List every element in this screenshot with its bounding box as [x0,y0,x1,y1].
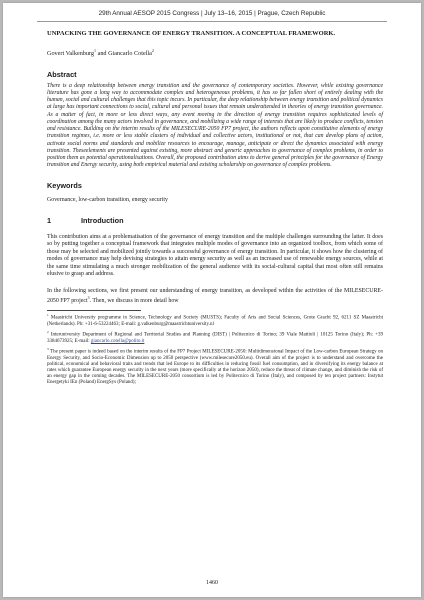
section-number: 1 [47,215,52,225]
footnote-reference: 3 [87,296,90,301]
footnote-2 [47,329,383,345]
paragraph-text-tail: . Then, we discuss in more detail how [89,298,179,305]
email-link[interactable]: giancarlo.cotella@polito.it [90,338,145,344]
section-title: Introduction [81,215,124,225]
paragraph-text: In the following sections, we first present our understanding of energy transition, as developed within the activities of the MILESECURE-2050 FP7 project [47,287,383,305]
abstract-heading: Abstract [47,69,77,79]
conference-header: 29th Annual AESOP 2015 Congress | July 13–16, 2015 | Prague, Czech Republic [98,10,326,17]
page-content [47,30,383,387]
author-connector: and [96,49,109,57]
author-cotella: Giancarlo Cotella [108,49,152,57]
footnote-text: The present paper is indeed based on the interim results of the FP7 Project MILESECURE-2050: Multidimensional Impact of the Low-carbon European Strategy on Energy Security, and Socio-Economic Dimension up to 2050 perspective (www.milesecure2050.eu). Overall aim of the project is to understand and overcome the political, economical and behavioral traits and trends that led Europe to its difficulties in reducing fossil fuel consumption, and in diversifying its energy balance at rates which guarantee European energy security in the next years (more specifically at the horizon 2050), reduce the threat of climate change, and diminish the risk of an energy gap in the coming decades. The MILESECURE-2050 consortium is led by Politecnico di Torino (Italy), and composed by ten project partners: Instytut Energetyki IEn (Poland) EnergSys (Poland); [47,349,383,386]
footnote-text: Interuniversity Department of Regional and Territorial Studies and Planning (DIST) | Politecnico di Torino; 39 Viale Mattioli | 10125 Torino (Italy); Ph: +39 3384673925; E-mail: [47,332,383,344]
keywords-heading: Keywords [47,180,82,190]
footnote-text: Maastricht University programme in Science, Technology and Society (MUSTS); Faculty of Arts and Social Sciences, Grote Gracht 92, 6211 SZ Maastricht (Netherlands). Ph: +31-6-53224463; E-mail: g.valkenburg@maastrichtuniversity.nl [47,315,383,327]
footnote-divider [47,310,141,311]
author-valkenburg: Govert Valkenburg [47,49,95,57]
keywords-text: Governance, low-carbon transition, energy security [47,196,168,203]
paper-title: UNPACKING THE GOVERNANCE OF ENERGY TRANSITION. A CONCEPTUAL FRAMEWORK. [47,30,336,37]
intro-paragraph-1: This contribution aims at a problematisation of the governance of energy transition and the multiple challenges surrounding the latter. It does so by putting together a conceptual framework that integrates multiple modes of governance into an organized toolbox, from which some of those may be selected and mobilized jointly towards a successful governance of energy transition. In particular, it shows how the clustering of modes of governance may help devising strategies to attain energy security as well as an increased use of renewable energy sources, while at the same time stimulating a much stronger mobilization of the general audience with its social-cultural capital that most often still remains elusive to grasp and address. [47,233,383,278]
footnote-3 [47,346,383,387]
intro-paragraph-2 [47,288,383,306]
footnote-mark: 1 [47,313,49,317]
author-line [47,48,383,57]
author-affiliation-mark: 1 [94,47,97,53]
header-divider [37,21,387,22]
footnote-mark: 3 [47,346,49,351]
section-heading-introduction [47,216,383,225]
paper-page [3,3,421,597]
footnote-1 [47,312,383,328]
abstract-text: There is a deep relationship between energy transition and the governance of contemporary societies. However, while existing governance literature has gone a long way to accommodate complex and heterogeneous problems, it has so far fallen short of entirely dealing with the human, social and cultural challenges that this topic incurs. In particular, the deep relationship between energy transition and political dynamics at large has important connections to social, cultural and personal issues that remain underattended in theories of energy transition governance. As a matter of fact, in more or less direct ways, any event moving in the direction of energy transition requires sophisticated levels of coordination among the many actors involved in governance, and mobilizing a wide range of interests that are likely to produce conflicts, tension and resistance. Building on the interim results of the MILESECURE-2050 FP7 project, the authors reflects upon constitutive elements of energy transition regimes, i.e. more or less stable clusters of individual and collective actors, institutional or not, that can develop plans of action, activate social norms and standards and mobilize resources to encourage, manage, anticipate or direct the dynamics associated with energy transition. Theseelements are presented against existing, more abstract and generic approaches to governance of complex problems, in order to position them as potential operationalisations. Overall, the proposed contribution aims to derive general principles for the governance of Energy transition and Energy security, using both empirical material and existing scholarship on governance of complex problems. [47,82,383,169]
page-number: 1460 [206,580,218,586]
author-affiliation-mark: 2 [151,47,154,53]
footnote-mark: 2 [47,329,49,334]
